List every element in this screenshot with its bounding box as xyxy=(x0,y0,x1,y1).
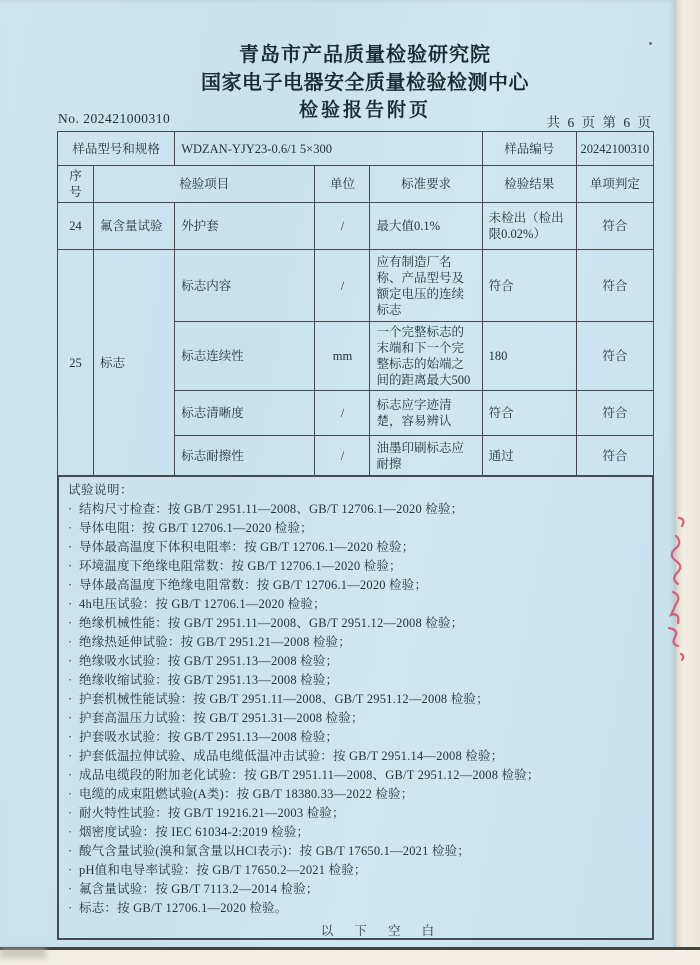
note-text: 酸气含量试验(溴和氯含量以HCl表示)：按 GB/T 17650.1—2021 检验； xyxy=(79,844,471,859)
bullet-dot: · xyxy=(68,559,73,574)
note-text: 绝缘吸水试验：按 GB/T 2951.13—2008 检验； xyxy=(79,654,339,669)
note-text: 耐火特性试验：按 GB/T 19216.21—2003 检验； xyxy=(79,806,345,821)
note-line xyxy=(68,861,644,880)
note-text: 绝缘机械性能：按 GB/T 2951.11—2008、GB/T 2951.12—2008 检验； xyxy=(79,616,464,631)
row25c-unit: / xyxy=(315,391,370,436)
row24-no: 24 xyxy=(58,203,94,250)
note-text: 导体最高温度下体积电阻率：按 GB/T 12706.1—2020 检验； xyxy=(79,540,415,555)
note-text: 导体电阻：按 GB/T 12706.1—2020 检验； xyxy=(79,521,313,536)
note-line xyxy=(68,766,644,785)
bullet-dot: · xyxy=(68,635,73,650)
row25b-req: 一个完整标志的末端和下一个完整标志的始端之间的距离最大500 xyxy=(370,322,482,391)
note-line xyxy=(68,614,644,633)
bullet-dot: · xyxy=(68,768,73,783)
note-line xyxy=(68,557,644,576)
note-line xyxy=(68,899,644,918)
doc-title: 检验报告附页 xyxy=(298,100,431,121)
row25b-result: 180 xyxy=(482,322,576,391)
org-name-line1: 青岛市产品质量检验研究院 xyxy=(239,44,491,66)
bullet-dot: · xyxy=(68,692,73,707)
header-unit: 单位 xyxy=(315,166,370,203)
sample-info-row xyxy=(58,132,654,166)
table-row-25a xyxy=(58,250,654,322)
bullet-dot: · xyxy=(68,806,73,821)
notes-title: 试验说明： xyxy=(68,483,134,498)
row25a-verdict: 符合 xyxy=(576,250,653,322)
bullet-dot: · xyxy=(68,787,73,802)
row25c-verdict: 符合 xyxy=(576,391,653,436)
row25b-verdict: 符合 xyxy=(576,322,653,391)
bullet-dot: · xyxy=(68,597,73,612)
model-value-cell: WDZAN-YJY23-0.6/1 5×300 xyxy=(175,132,482,166)
row24-verdict: 符合 xyxy=(576,203,653,250)
bullet-dot: · xyxy=(68,540,73,555)
org-name-line2: 国家电子电器安全质量检验检测中心 xyxy=(201,72,529,94)
bullet-dot: · xyxy=(68,521,73,536)
inspection-table xyxy=(57,131,654,477)
note-line xyxy=(68,576,644,595)
bullet-dot: · xyxy=(68,654,73,669)
header-item: 检验项目 xyxy=(94,166,315,203)
row25c-req: 标志应字迹清楚，容易辨认 xyxy=(370,391,482,436)
row25c-sub: 标志清晰度 xyxy=(175,391,315,436)
note-line xyxy=(68,519,644,538)
note-text: 电缆的成束阻燃试验(A类)：按 GB/T 18380.33—2022 检验； xyxy=(79,787,414,802)
scan-smudge xyxy=(0,948,46,958)
bullet-dot: · xyxy=(68,901,73,916)
note-line xyxy=(68,880,644,899)
row25-no: 25 xyxy=(58,250,94,477)
scan-edge-right xyxy=(676,0,700,950)
bullet-dot: · xyxy=(68,673,73,688)
note-line xyxy=(68,595,644,614)
note-text: 标志：按 GB/T 12706.1—2020 检验。 xyxy=(79,901,288,916)
row25d-unit: / xyxy=(315,436,370,477)
row24-sub: 外护套 xyxy=(175,203,315,250)
table-header-row xyxy=(58,166,654,203)
row25b-sub: 标志连续性 xyxy=(175,322,315,391)
row24-result: 未检出（检出限0.02%） xyxy=(482,203,576,250)
bullet-dot: · xyxy=(68,616,73,631)
header-verdict: 单项判定 xyxy=(576,166,653,203)
row25a-result: 符合 xyxy=(482,250,576,322)
bullet-dot: · xyxy=(68,749,73,764)
bullet-dot: · xyxy=(68,882,73,897)
row25a-req: 应有制造厂名称、产品型号及额定电压的连续标志 xyxy=(370,250,482,322)
note-text: 导体最高温度下绝缘电阻常数：按 GB/T 12706.1—2020 检验； xyxy=(79,578,428,593)
row25a-sub: 标志内容 xyxy=(175,250,315,322)
note-text: 烟密度试验：按 IEC 61034-2:2019 检验； xyxy=(79,825,310,840)
header-seq: 序号 xyxy=(58,166,94,203)
note-text: 绝缘收缩试验：按 GB/T 2951.13—2008 检验； xyxy=(79,673,339,688)
bullet-dot: · xyxy=(68,502,73,517)
test-notes-box xyxy=(57,475,654,940)
bullet-dot: · xyxy=(68,844,73,859)
sample-no-value-cell: 20242100310 xyxy=(576,132,653,166)
note-text: pH值和电导率试验：按 GB/T 17650.2—2021 检验； xyxy=(79,863,367,878)
scan-speck xyxy=(649,42,652,45)
note-line xyxy=(68,671,644,690)
note-line xyxy=(68,804,644,823)
note-line xyxy=(68,652,644,671)
note-line xyxy=(68,633,644,652)
note-line xyxy=(68,785,644,804)
note-line xyxy=(68,500,644,519)
note-line xyxy=(68,747,644,766)
note-line xyxy=(68,709,644,728)
row24-unit: / xyxy=(315,203,370,250)
row25-item: 标志 xyxy=(94,250,175,477)
row25a-unit: / xyxy=(315,250,370,322)
row25d-verdict: 符合 xyxy=(576,436,653,477)
row24-item: 氟含量试验 xyxy=(94,203,175,250)
model-label-cell: 样品型号和规格 xyxy=(58,132,175,166)
row24-req: 最大值0.1% xyxy=(370,203,482,250)
sample-no-label-cell: 样品编号 xyxy=(482,132,576,166)
note-text: 成品电缆段的附加老化试验：按 GB/T 2951.11—2008、GB/T 2951.12—2008 检验； xyxy=(79,768,540,783)
bullet-dot: · xyxy=(68,578,73,593)
red-pen-margin-annotation xyxy=(655,512,695,662)
note-line xyxy=(68,538,644,557)
scan-edge-bottom xyxy=(0,947,700,965)
bullet-dot: · xyxy=(68,711,73,726)
note-text: 护套吸水试验：按 GB/T 2951.13—2008 检验； xyxy=(79,730,339,745)
row25d-req: 油墨印刷标志应耐擦 xyxy=(370,436,482,477)
bullet-dot: · xyxy=(68,730,73,745)
row25c-result: 符合 xyxy=(482,391,576,436)
note-line xyxy=(68,823,644,842)
bullet-dot: · xyxy=(68,825,73,840)
blank-below-note: 以 下 空 白 xyxy=(320,924,444,939)
note-text: 氟含量试验：按 GB/T 7113.2—2014 检验； xyxy=(79,882,319,897)
note-text: 4h电压试验：按 GB/T 12706.1—2020 检验； xyxy=(79,597,326,612)
row25b-unit: mm xyxy=(315,322,370,391)
row25d-result: 通过 xyxy=(482,436,576,477)
inspection-table-wrap xyxy=(57,131,654,940)
note-line xyxy=(68,728,644,747)
table-row-24 xyxy=(58,203,654,250)
note-line xyxy=(68,690,644,709)
note-text: 绝缘热延伸试验：按 GB/T 2951.21—2008 检验； xyxy=(79,635,351,650)
header-result: 检验结果 xyxy=(482,166,576,203)
note-text: 护套高温压力试验：按 GB/T 2951.31—2008 检验； xyxy=(79,711,364,726)
header-requirement: 标准要求 xyxy=(370,166,482,203)
note-text: 环境温度下绝缘电阻常数：按 GB/T 12706.1—2020 检验； xyxy=(79,559,402,574)
note-line xyxy=(68,842,644,861)
note-text: 结构尺寸检查：按 GB/T 2951.11—2008、GB/T 12706.1—2020 检验； xyxy=(79,502,464,517)
report-number: No. 202421000310 xyxy=(58,111,171,126)
row25d-sub: 标志耐擦性 xyxy=(175,436,315,477)
page-indicator: 共 6 页 第 6 页 xyxy=(546,115,653,130)
note-text: 护套机械性能试验：按 GB/T 2951.11—2008、GB/T 2951.12—2008 检验； xyxy=(79,692,489,707)
bullet-dot: · xyxy=(68,863,73,878)
meta-row xyxy=(58,111,653,129)
note-text: 护套低温拉伸试验、成品电缆低温冲击试验：按 GB/T 2951.14—2008 检验； xyxy=(79,749,504,764)
